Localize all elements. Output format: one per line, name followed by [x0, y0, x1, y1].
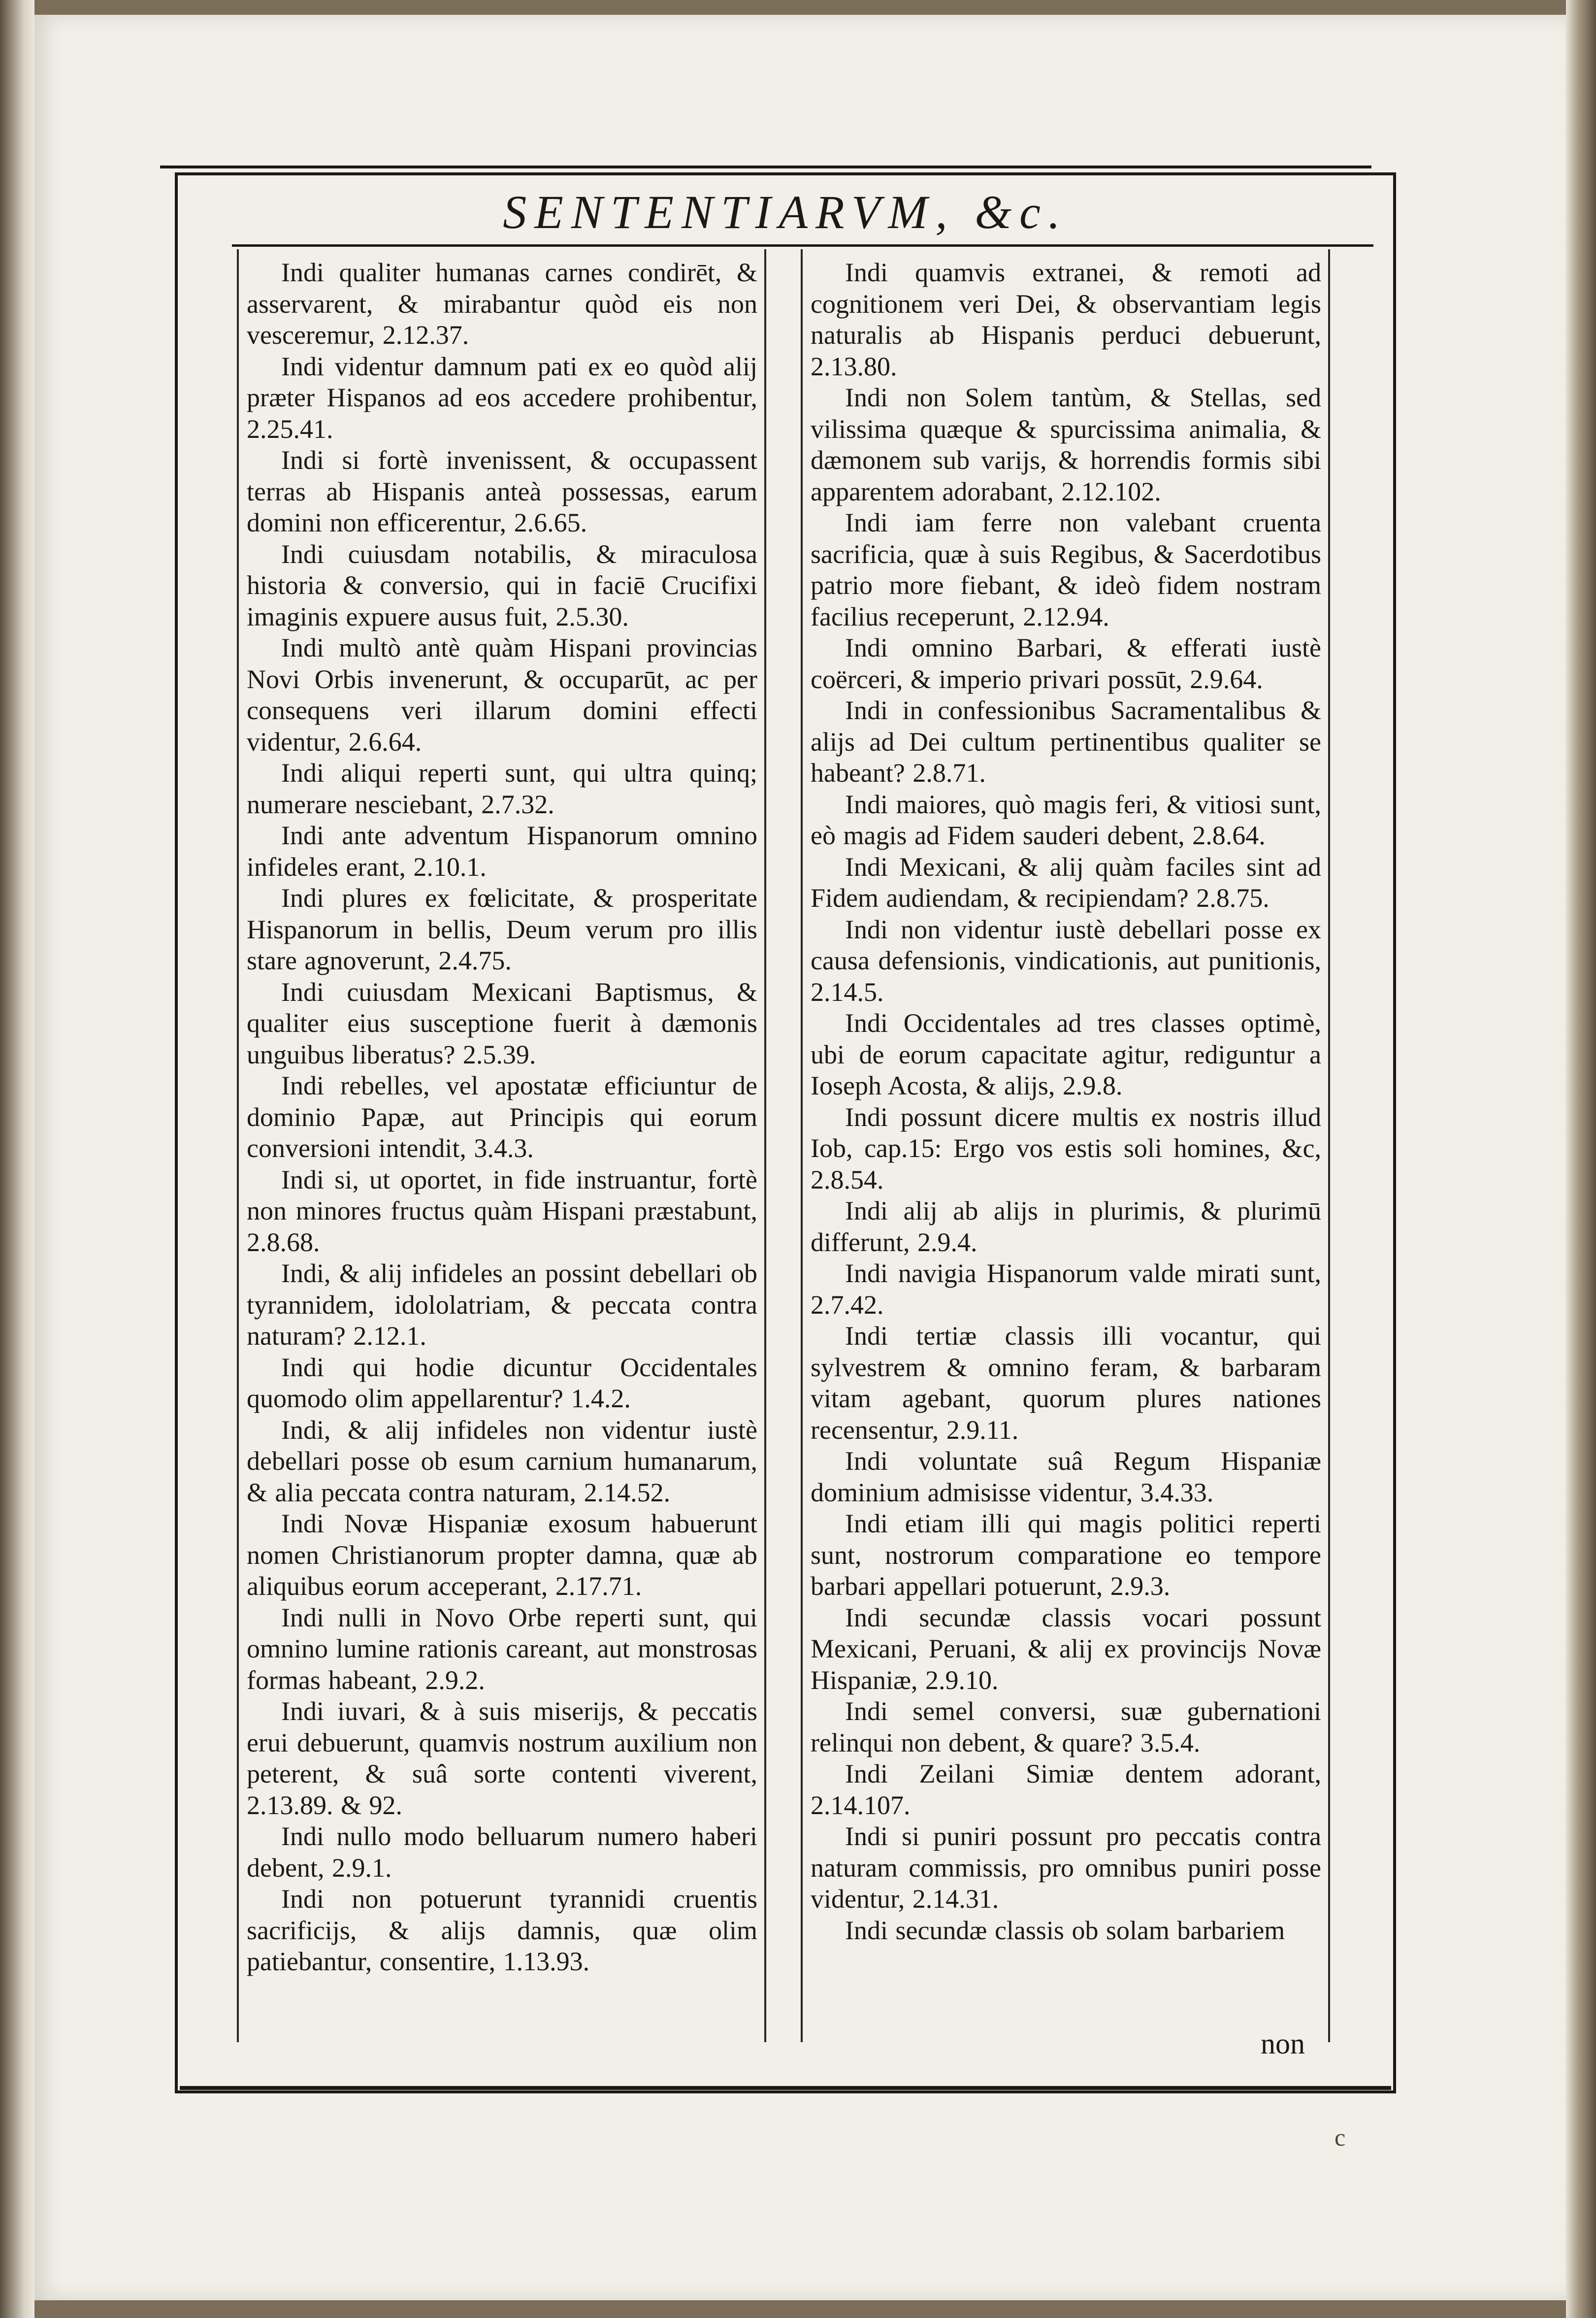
index-entry: Indi omnino Barbari, & efferati iustè coërceri, & imperio privari possūt, 2.9.64. [811, 633, 1321, 694]
left-page-edge [0, 0, 34, 2318]
catchword: non [1261, 2027, 1305, 2060]
index-entry: Indi Novæ Hispaniæ exosum habuerunt nomen Christianorum propter damna, quæ ab aliquibus eorum acceperant, 2.17.71. [247, 1509, 757, 1601]
right-column [801, 249, 1330, 2042]
right-page-edge [1566, 0, 1596, 2318]
index-entry: Indi nulli in Novo Orbe reperti sunt, qui omnino lumine rationis careant, aut monstrosas formas habeant, 2.9.2. [247, 1602, 757, 1695]
index-entry: Indi iam ferre non valebant cruenta sacrificia, quæ à suis Regibus, & Sacerdotibus patrio more fiebant, & ideò fidem nostram facilius receperunt, 2.12.94. [811, 508, 1321, 631]
index-entry: Indi qui hodie dicuntur Occidentales quomodo olim appellarentur? 1.4.2. [247, 1352, 757, 1413]
index-entry: Indi aliqui reperti sunt, qui ultra quinq; numerare nesciebant, 2.7.32. [247, 758, 757, 819]
index-entry: Indi non videntur iustè debellari posse ex causa defensionis, vindicationis, aut punitionis, 2.14.5. [811, 914, 1321, 1007]
index-entry: Indi Zeilani Simiæ dentem adorant, 2.14.107. [811, 1759, 1321, 1820]
index-entry: Indi videntur damnum pati ex eo quòd alij præter Hispanos ad eos accedere prohibentur, 2.25.41. [247, 351, 757, 444]
index-entry: Indi in confessionibus Sacramentalibus & alijs ad Dei cultum pertinentibus qualiter se habeant? 2.8.71. [811, 695, 1321, 788]
index-entry: Indi rebelles, vel apostatæ efficiuntur de dominio Papæ, aut Principis qui eorum conversioni intendit, 3.4.3. [247, 1071, 757, 1163]
index-entry: Indi maiores, quò magis feri, & vitiosi sunt, eò magis ad Fidem sauderi debent, 2.8.64. [811, 789, 1321, 850]
index-entry: Indi si fortè invenissent, & occupassent terras ab Hispanis anteà possessas, earum domini non efficerentur, 2.6.65. [247, 445, 757, 537]
margin-mark: c [1335, 2123, 1346, 2151]
index-entry: Indi secundæ classis vocari possunt Mexicani, Peruani, & alij ex provincijs Novæ Hispaniæ, 2.9.10. [811, 1602, 1321, 1695]
index-entry: Indi non Solem tantùm, & Stellas, sed vilissima quæque & spurcissima animalia, & dæmonem sub varijs, & horrendis formis sibi apparentem adorabant, 2.12.102. [811, 383, 1321, 506]
index-entry: Indi, & alij infideles non videntur iustè debellari posse ob esum carnium humanarum, & alia peccata contra naturam, 2.14.52. [247, 1415, 757, 1507]
index-entry: Indi navigia Hispanorum valde mirati sunt, 2.7.42. [811, 1258, 1321, 1320]
left-column [237, 249, 766, 2042]
index-entry: Indi cuiusdam notabilis, & miraculosa historia & conversio, qui in faciē Crucifixi imaginis expuere ausus fuit, 2.5.30. [247, 539, 757, 631]
running-head: SENTENTIARVM, &c. [503, 186, 1068, 238]
index-entry: Indi etiam illi qui magis politici reperti sunt, nostrorum comparatione eo tempore barbari appellari potuerunt, 2.9.3. [811, 1509, 1321, 1601]
index-entry: Indi non potuerunt tyrannidi cruentis sacrificijs, & alijs damnis, quæ olim patiebantur, consentire, 1.13.93. [247, 1884, 757, 1976]
index-entry: Indi si, ut oportet, in fide instruantur, fortè non minores fructus quàm Hispani præstabunt, 2.8.68. [247, 1164, 757, 1257]
index-entry: Indi iuvari, & à suis miserijs, & peccatis erui debuerunt, quamvis nostrum auxilium non peterent, & suâ sorte contenti viverent, 2.13.89. & 92. [247, 1696, 757, 1820]
text-frame [175, 172, 1396, 2093]
index-entry: Indi semel conversi, suæ gubernationi relinqui non debent, & quare? 3.5.4. [811, 1696, 1321, 1757]
index-entry: Indi secundæ classis ob solam barbariem [845, 1915, 1285, 1945]
index-entry: Indi quamvis extranei, & remoti ad cognitionem veri Dei, & observantiam legis naturalis ab Hispanis perduci debuerunt, 2.13.80. [811, 258, 1321, 381]
index-entry: Indi alij ab alijs in plurimis, & plurimū differunt, 2.9.4. [811, 1196, 1321, 1257]
index-entry: Indi Occidentales ad tres classes optimè, ubi de eorum capacitate agitur, rediguntur a Ioseph Acosta, & alijs, 2.9.8. [811, 1008, 1321, 1100]
index-entry: Indi plures ex fœlicitate, & prosperitate Hispanorum in bellis, Deum verum pro illis stare agnoverunt, 2.4.75. [247, 883, 757, 975]
index-entry: Indi cuiusdam Mexicani Baptismus, & qualiter eius susceptione fuerit à dæmonis unguibus liberatus? 2.5.39. [247, 977, 757, 1069]
index-entry: Indi multò antè quàm Hispani provincias Novi Orbis invenerunt, & occuparūt, ac per consequens veri illarum domini effecti videntur, 2.6.64. [247, 633, 757, 757]
top-rule [160, 166, 1371, 168]
index-entry: Indi qualiter humanas carnes condirēt, & asservarent, & mirabantur quòd eis non vesceremur, 2.12.37. [247, 258, 757, 350]
bottom-rule [180, 2086, 1391, 2090]
index-entry: Indi Mexicani, & alij quàm faciles sint ad Fidem audiendam, & recipiendam? 2.8.75. [811, 852, 1321, 913]
index-entry: Indi ante adventum Hispanorum omnino infideles erant, 2.10.1. [247, 821, 757, 882]
index-entry: Indi nullo modo belluarum numero haberi debent, 2.9.1. [247, 1821, 757, 1883]
index-entry: Indi si puniri possunt pro peccatis contra naturam commissis, pro omnibus puniri posse videntur, 2.14.31. [811, 1821, 1321, 1914]
book-page [34, 15, 1566, 2300]
index-entry: Indi tertiæ classis illi vocantur, qui sylvestrem & omnino feram, & barbaram vitam agebant, quorum plures nationes recensentur, 2.9.11. [811, 1321, 1321, 1445]
head-rule [232, 244, 1373, 247]
index-entry: Indi, & alij infideles an possint debellari ob tyrannidem, idololatriam, & peccata contra naturam? 2.12.1. [247, 1258, 757, 1351]
index-entry: Indi voluntate suâ Regum Hispaniæ dominium admisisse videntur, 3.4.33. [811, 1446, 1321, 1507]
index-entry: Indi possunt dicere multis ex nostris illud Iob, cap.15: Ergo vos estis soli homines, &c, 2.8.54. [811, 1102, 1321, 1194]
